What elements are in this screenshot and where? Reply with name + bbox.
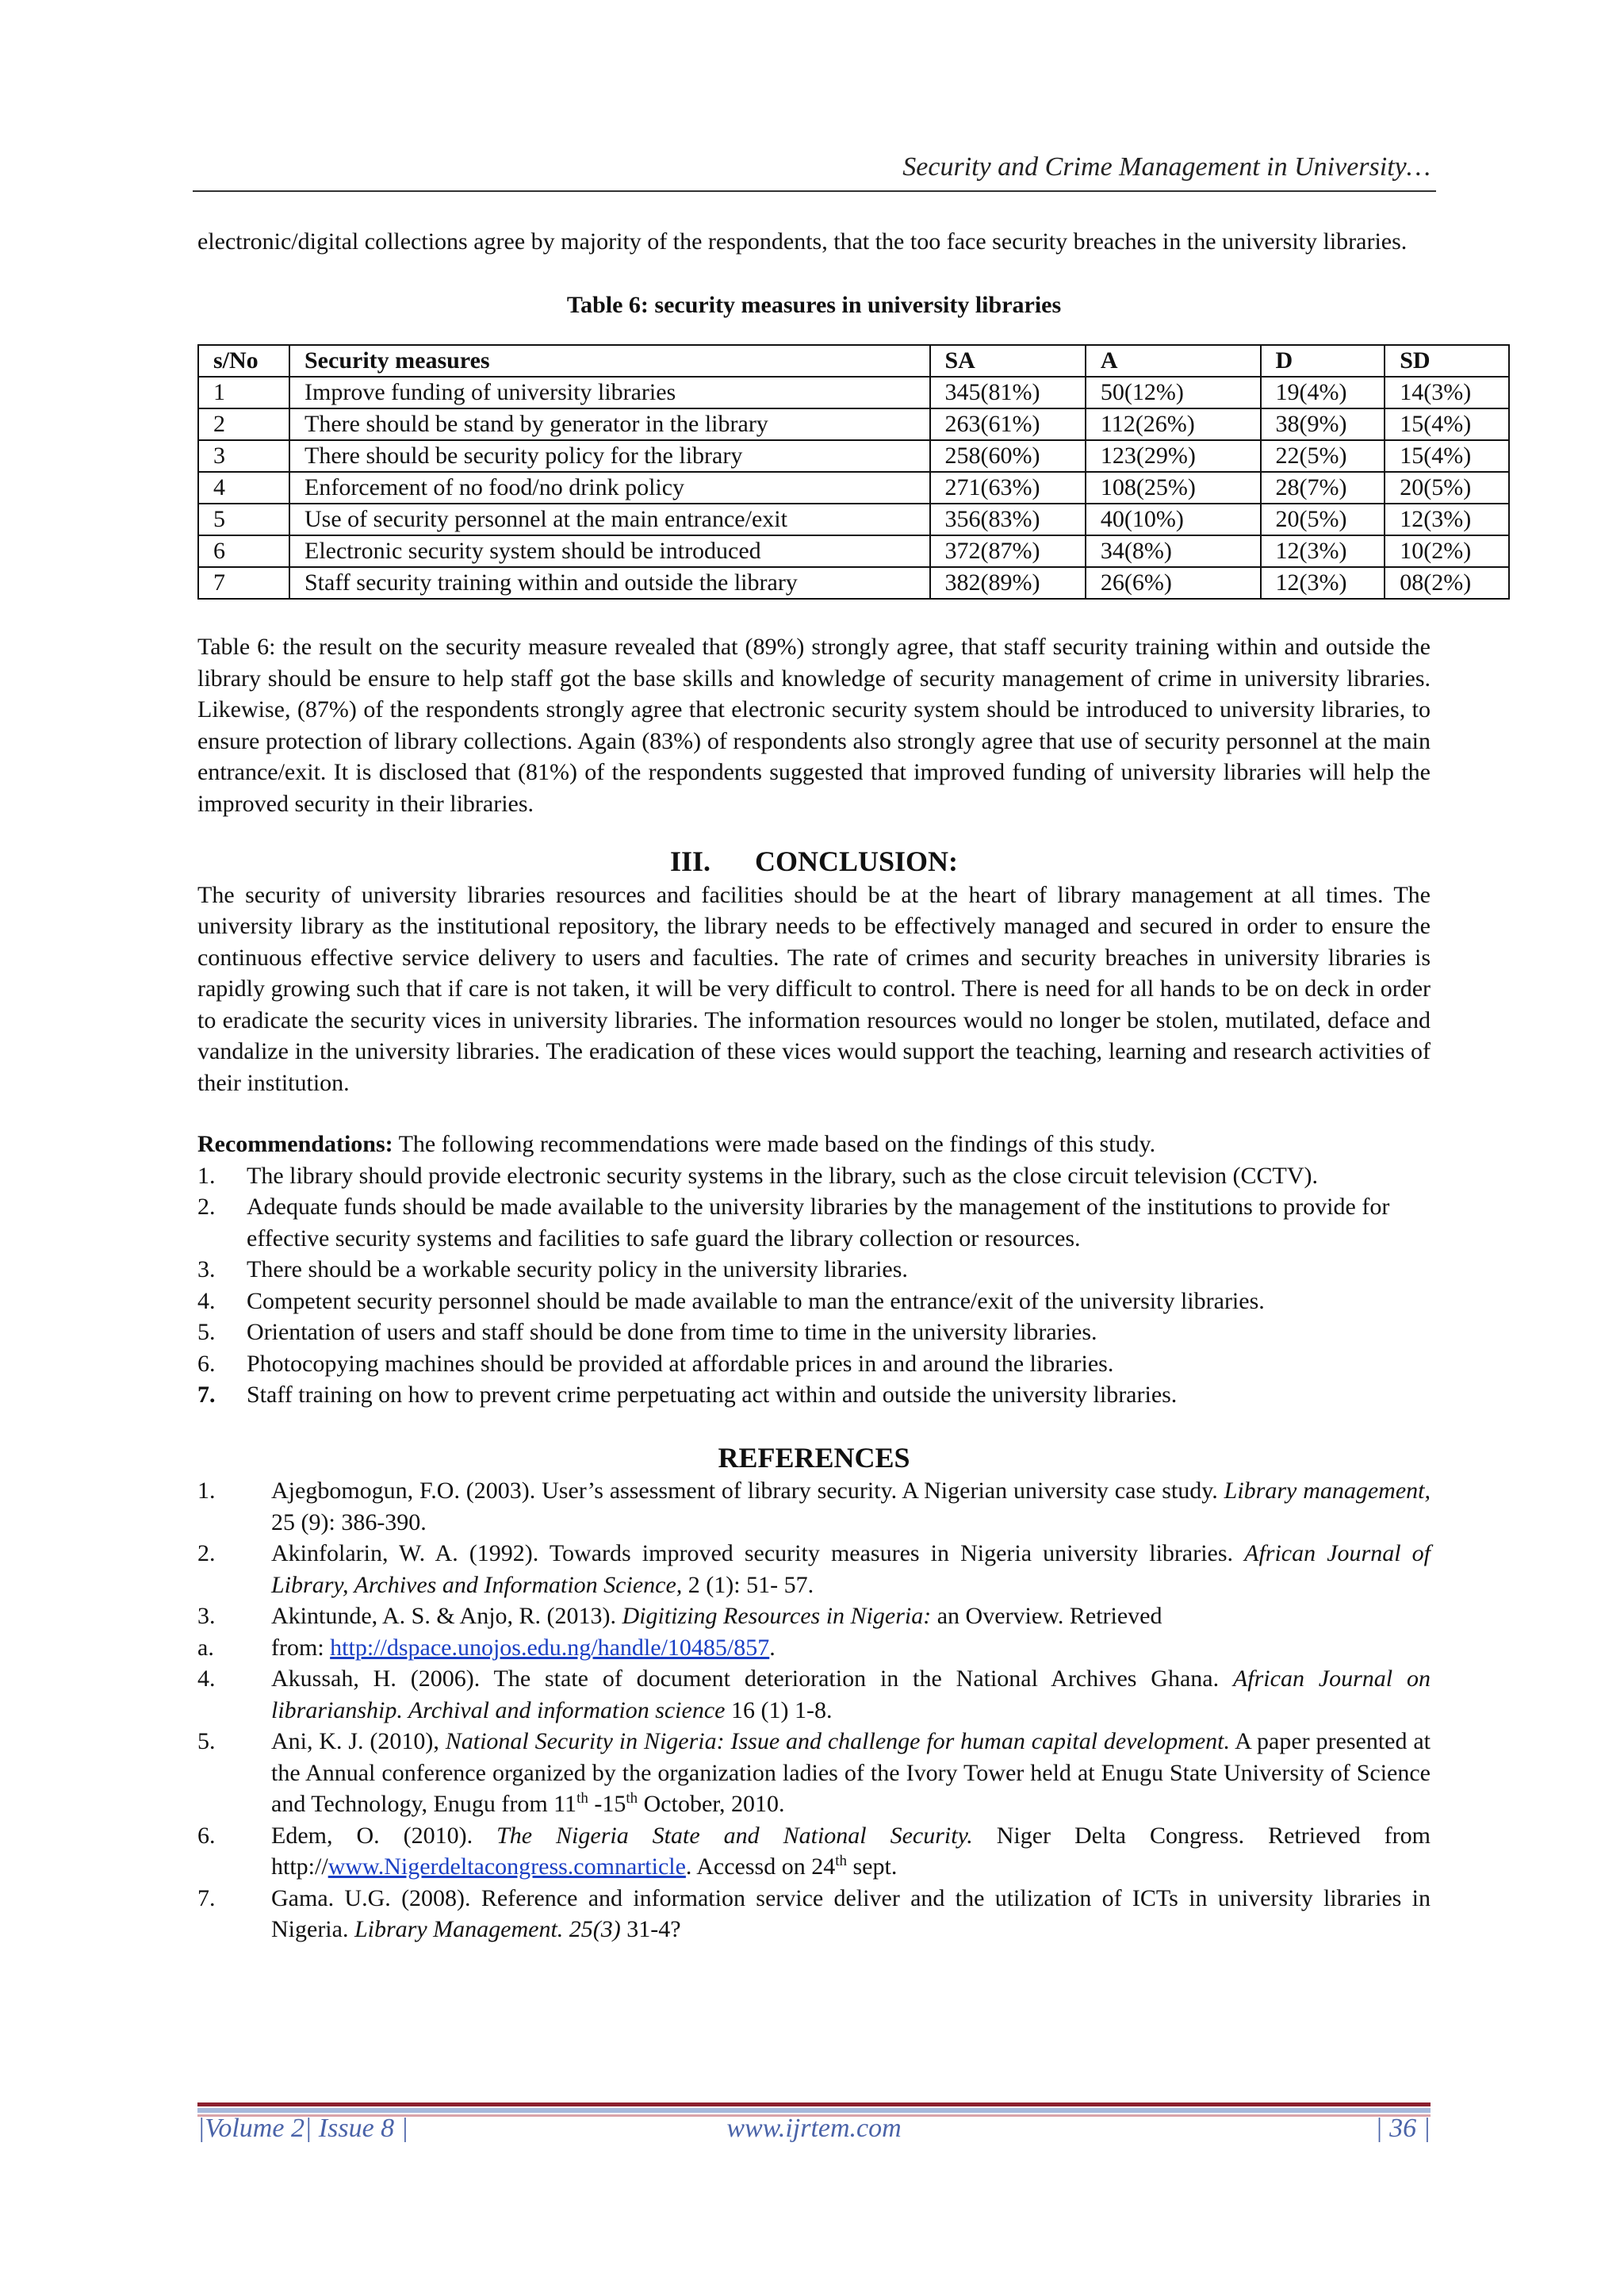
reference-text: . Accessd on 24 [685,1853,836,1880]
table-cell: 108(25%) [1086,472,1261,504]
reference-link[interactable]: www.Nigerdeltacongress.comnarticle [327,1853,686,1880]
reference-text: Edem, O. (2010). [271,1822,497,1849]
table-cell: 345(81%) [930,377,1086,408]
list-text: The library should provide electronic security systems in the library, such as the close circuit television (CCTV). [247,1162,1319,1189]
table-cell: 14(3%) [1385,377,1509,408]
intro-paragraph: electronic/digital collections agree by majority of the respondents, that the too face security breaches in the university libraries. [197,228,1408,255]
reference-item [197,1475,1431,1538]
reference-text: Akintunde, A. S. & Anjo, R. (2013). [271,1603,622,1629]
list-item [197,1348,1431,1380]
reference-number: 4. [197,1665,216,1692]
list-number: 6. [197,1350,216,1377]
table-cell: 38(9%) [1261,408,1385,440]
page-footer [197,2114,1431,2145]
table-cell: 34(8%) [1086,535,1261,567]
table-cell: 1 [198,377,289,408]
superscript: th [626,1790,638,1807]
footer-rule-dark [197,2102,1431,2106]
list-item [197,1160,1431,1192]
reference-text: from: [271,1634,331,1661]
footer-volume: |Volume 2| Issue 8 | [197,2114,409,2143]
column-header: s/No [198,345,289,377]
reference-source: Library management, [1224,1478,1431,1504]
table-cell: 22(5%) [1261,440,1385,472]
list-text: Competent security personnel should be made available to man the entrance/exit of the university libraries. [247,1287,1265,1314]
reference-text: Gama. U.G. (2008). Reference and information service deliver and the utilization of ICTs in university libraries in Nigeria. [271,1884,1431,1942]
references-list [197,1475,1431,1945]
table-cell: 123(29%) [1086,440,1261,472]
table-cell: 382(89%) [930,567,1086,599]
reference-number: 7. [197,1884,216,1911]
table-row [198,408,1509,440]
list-item [197,1317,1431,1348]
table-caption: Table 6: security measures in university libraries [566,291,1062,318]
reference-source: The Nigeria State and National Security. [496,1822,973,1849]
reference-number: 5. [197,1728,216,1754]
list-item [197,1379,1431,1411]
reference-number: 1. [197,1478,216,1504]
table-cell: 372(87%) [930,535,1086,567]
reference-text: Ajegbomogun, F.O. (2003). User’s assessment of library security. A Nigerian university case study. [271,1478,1224,1504]
list-text: Staff training on how to prevent crime perpetuating act within and outside the university libraries. [247,1382,1178,1408]
reference-text: 31-4? [620,1916,681,1942]
column-header: SA [930,345,1086,377]
table-cell: 40(10%) [1086,504,1261,535]
list-text: There should be a workable security policy in the university libraries. [247,1256,908,1282]
reference-text: sept. [847,1853,898,1880]
table-cell: 15(4%) [1385,440,1509,472]
table-cell: Improve funding of university libraries [289,377,930,408]
reference-text: Ani, K. J. (2010), [271,1728,446,1754]
reference-text: Akinfolarin, W. A. (1992). Towards improved security measures in Nigeria university libraries. [271,1540,1245,1566]
table-discussion-paragraph: Table 6: the result on the security measure revealed that (89%) strongly agree, that staff security training within and outside the library should be ensure to help staff got the base skills and knowledge of security management of crime in university libraries. Likewise, (87%) of the respondents strongly agree that electronic security system should be introduced to university libraries, to ensure protection of library collections. Again (83%) of respondents also strongly agree that use of security personnel at the main entrance/exit. It is disclosed that (81%) of the respondents suggested that improved funding of university libraries will help the improved security in their libraries. [197,634,1431,817]
reference-text: 16 (1) 1-8. [725,1696,833,1723]
conclusion-heading [197,846,1431,878]
superscript: th [576,1790,588,1807]
recommendations-intro-text: The following recommendations were made based on the findings of this study. [393,1131,1156,1157]
table-cell: 28(7%) [1261,472,1385,504]
table-cell: 19(4%) [1261,377,1385,408]
reference-text: October, 2010. [638,1791,785,1817]
list-item [197,1254,1431,1286]
table-cell: 263(61%) [930,408,1086,440]
list-number: 2. [197,1194,216,1220]
list-number: 7. [197,1382,216,1408]
reference-number: 3. [197,1603,216,1629]
list-item [197,1286,1431,1317]
column-header: SD [1385,345,1509,377]
footer-page-number: | 36 | [1375,2114,1431,2143]
reference-text: Niger Delta Congress. Retrieved from http:// [271,1822,1431,1880]
table-cell: 356(83%) [930,504,1086,535]
list-number: 1. [197,1162,216,1189]
table-cell: Electronic security system should be introduced [289,535,930,567]
list-number: 4. [197,1287,216,1314]
table-cell: 15(4%) [1385,408,1509,440]
column-header: A [1086,345,1261,377]
list-text: Orientation of users and staff should be done from time to time in the university libraries. [247,1319,1097,1345]
reference-source: Library Management. 25(3) [354,1916,621,1942]
table-cell: 5 [198,504,289,535]
references-heading: REFERENCES [718,1441,910,1474]
recommendations-intro [197,1129,1431,1160]
reference-number: 2. [197,1540,216,1566]
table-cell: 12(3%) [1261,535,1385,567]
reference-text: . [769,1634,776,1661]
reference-item [197,1883,1431,1945]
table-header-row [198,345,1509,377]
list-number: 3. [197,1256,216,1282]
recommendations-label: Recommendations: [197,1131,393,1157]
table-row [198,504,1509,535]
footer-website[interactable]: www.ijrtem.com [726,2114,902,2143]
reference-item [197,1820,1431,1883]
table-cell: 10(2%) [1385,535,1509,567]
column-header: D [1261,345,1385,377]
table-cell: 12(3%) [1261,567,1385,599]
reference-text: 2 (1): 51- 57. [682,1571,814,1598]
list-item [197,1191,1431,1254]
footer-rule-light [197,2108,1431,2113]
header-rule [193,190,1436,192]
reference-source: Digitizing Resources in Nigeria: [622,1603,932,1629]
table-row [198,440,1509,472]
table-row [198,567,1509,599]
superscript: th [835,1853,847,1869]
table-cell: 3 [198,440,289,472]
table-cell: 26(6%) [1086,567,1261,599]
table-cell: There should be security policy for the library [289,440,930,472]
table-cell: 112(26%) [1086,408,1261,440]
reference-text: -15 [588,1791,626,1817]
table-cell: 271(63%) [930,472,1086,504]
table-row [198,535,1509,567]
reference-text: 25 (9): 386-390. [271,1508,427,1535]
reference-item [197,1663,1431,1726]
table-row [198,377,1509,408]
reference-source: African Journal on librarianship. Archival and information science [271,1665,1431,1723]
recommendations-list [197,1160,1431,1411]
table-cell: 2 [198,408,289,440]
running-head: Security and Crime Management in University… [902,152,1431,182]
reference-item [197,1538,1431,1600]
page-body [197,226,1472,1945]
reference-number: a. [197,1634,214,1661]
reference-item [197,1600,1431,1632]
reference-number: 6. [197,1822,216,1849]
table-cell: 20(5%) [1261,504,1385,535]
table-cell: 50(12%) [1086,377,1261,408]
table-cell: There should be stand by generator in the library [289,408,930,440]
table-cell: 258(60%) [930,440,1086,472]
conclusion-paragraph: The security of university libraries resources and facilities should be at the heart of library management at all times. The university library as the institutional repository, the library needs to be effectively managed and secured in order to ensure the continuous effective service delivery to users and faculties. The rate of crimes and security breaches in university libraries is rapidly growing such that if care is not taken, it will be very difficult to control. There is need for all hands to be on deck in order to eradicate the security vices in university libraries. The information resources would no longer be stolen, mutilated, deface and vandalize in the university libraries. The eradication of these vices would support the teaching, learning and research activities of their institution. [197,881,1431,1096]
table-cell: 20(5%) [1385,472,1509,504]
reference-link[interactable]: http://dspace.unojos.edu.ng/handle/10485/857 [330,1634,770,1661]
reference-item [197,1632,1431,1664]
list-text: Photocopying machines should be provided at affordable prices in and around the libraries. [247,1350,1114,1377]
reference-text: an Overview. Retrieved [931,1603,1162,1629]
list-text: Adequate funds should be made available to the university libraries by the management of the institutions to provide for effective security systems and facilities to safe guard the library collection or resources. [247,1194,1390,1251]
reference-text: Akussah, H. (2006). The state of document deterioration in the National Archives Ghana. [271,1665,1233,1692]
column-header: Security measures [289,345,930,377]
section-title: CONCLUSION: [755,845,959,877]
table-cell: Use of security personnel at the main entrance/exit [289,504,930,535]
table-cell: Staff security training within and outside the library [289,567,930,599]
table-cell: 4 [198,472,289,504]
table-cell: 6 [198,535,289,567]
list-number: 5. [197,1319,216,1345]
section-number: III. [669,845,710,877]
reference-source: National Security in Nigeria: Issue and challenge for human capital development. [445,1728,1230,1754]
table-cell: Enforcement of no food/no drink policy [289,472,930,504]
security-measures-table [197,344,1510,600]
table-row [198,472,1509,504]
table-cell: 08(2%) [1385,567,1509,599]
reference-text: A paper presented at the Annual conference organized by the organization ladies of the Ivory Tower held at Enugu State University of Science and Technology, Enugu from 11 [271,1728,1431,1817]
table-cell: 7 [198,567,289,599]
reference-source: African Journal of Library, Archives and Information Science, [271,1540,1431,1598]
table-cell: 12(3%) [1385,504,1509,535]
reference-item [197,1726,1431,1820]
